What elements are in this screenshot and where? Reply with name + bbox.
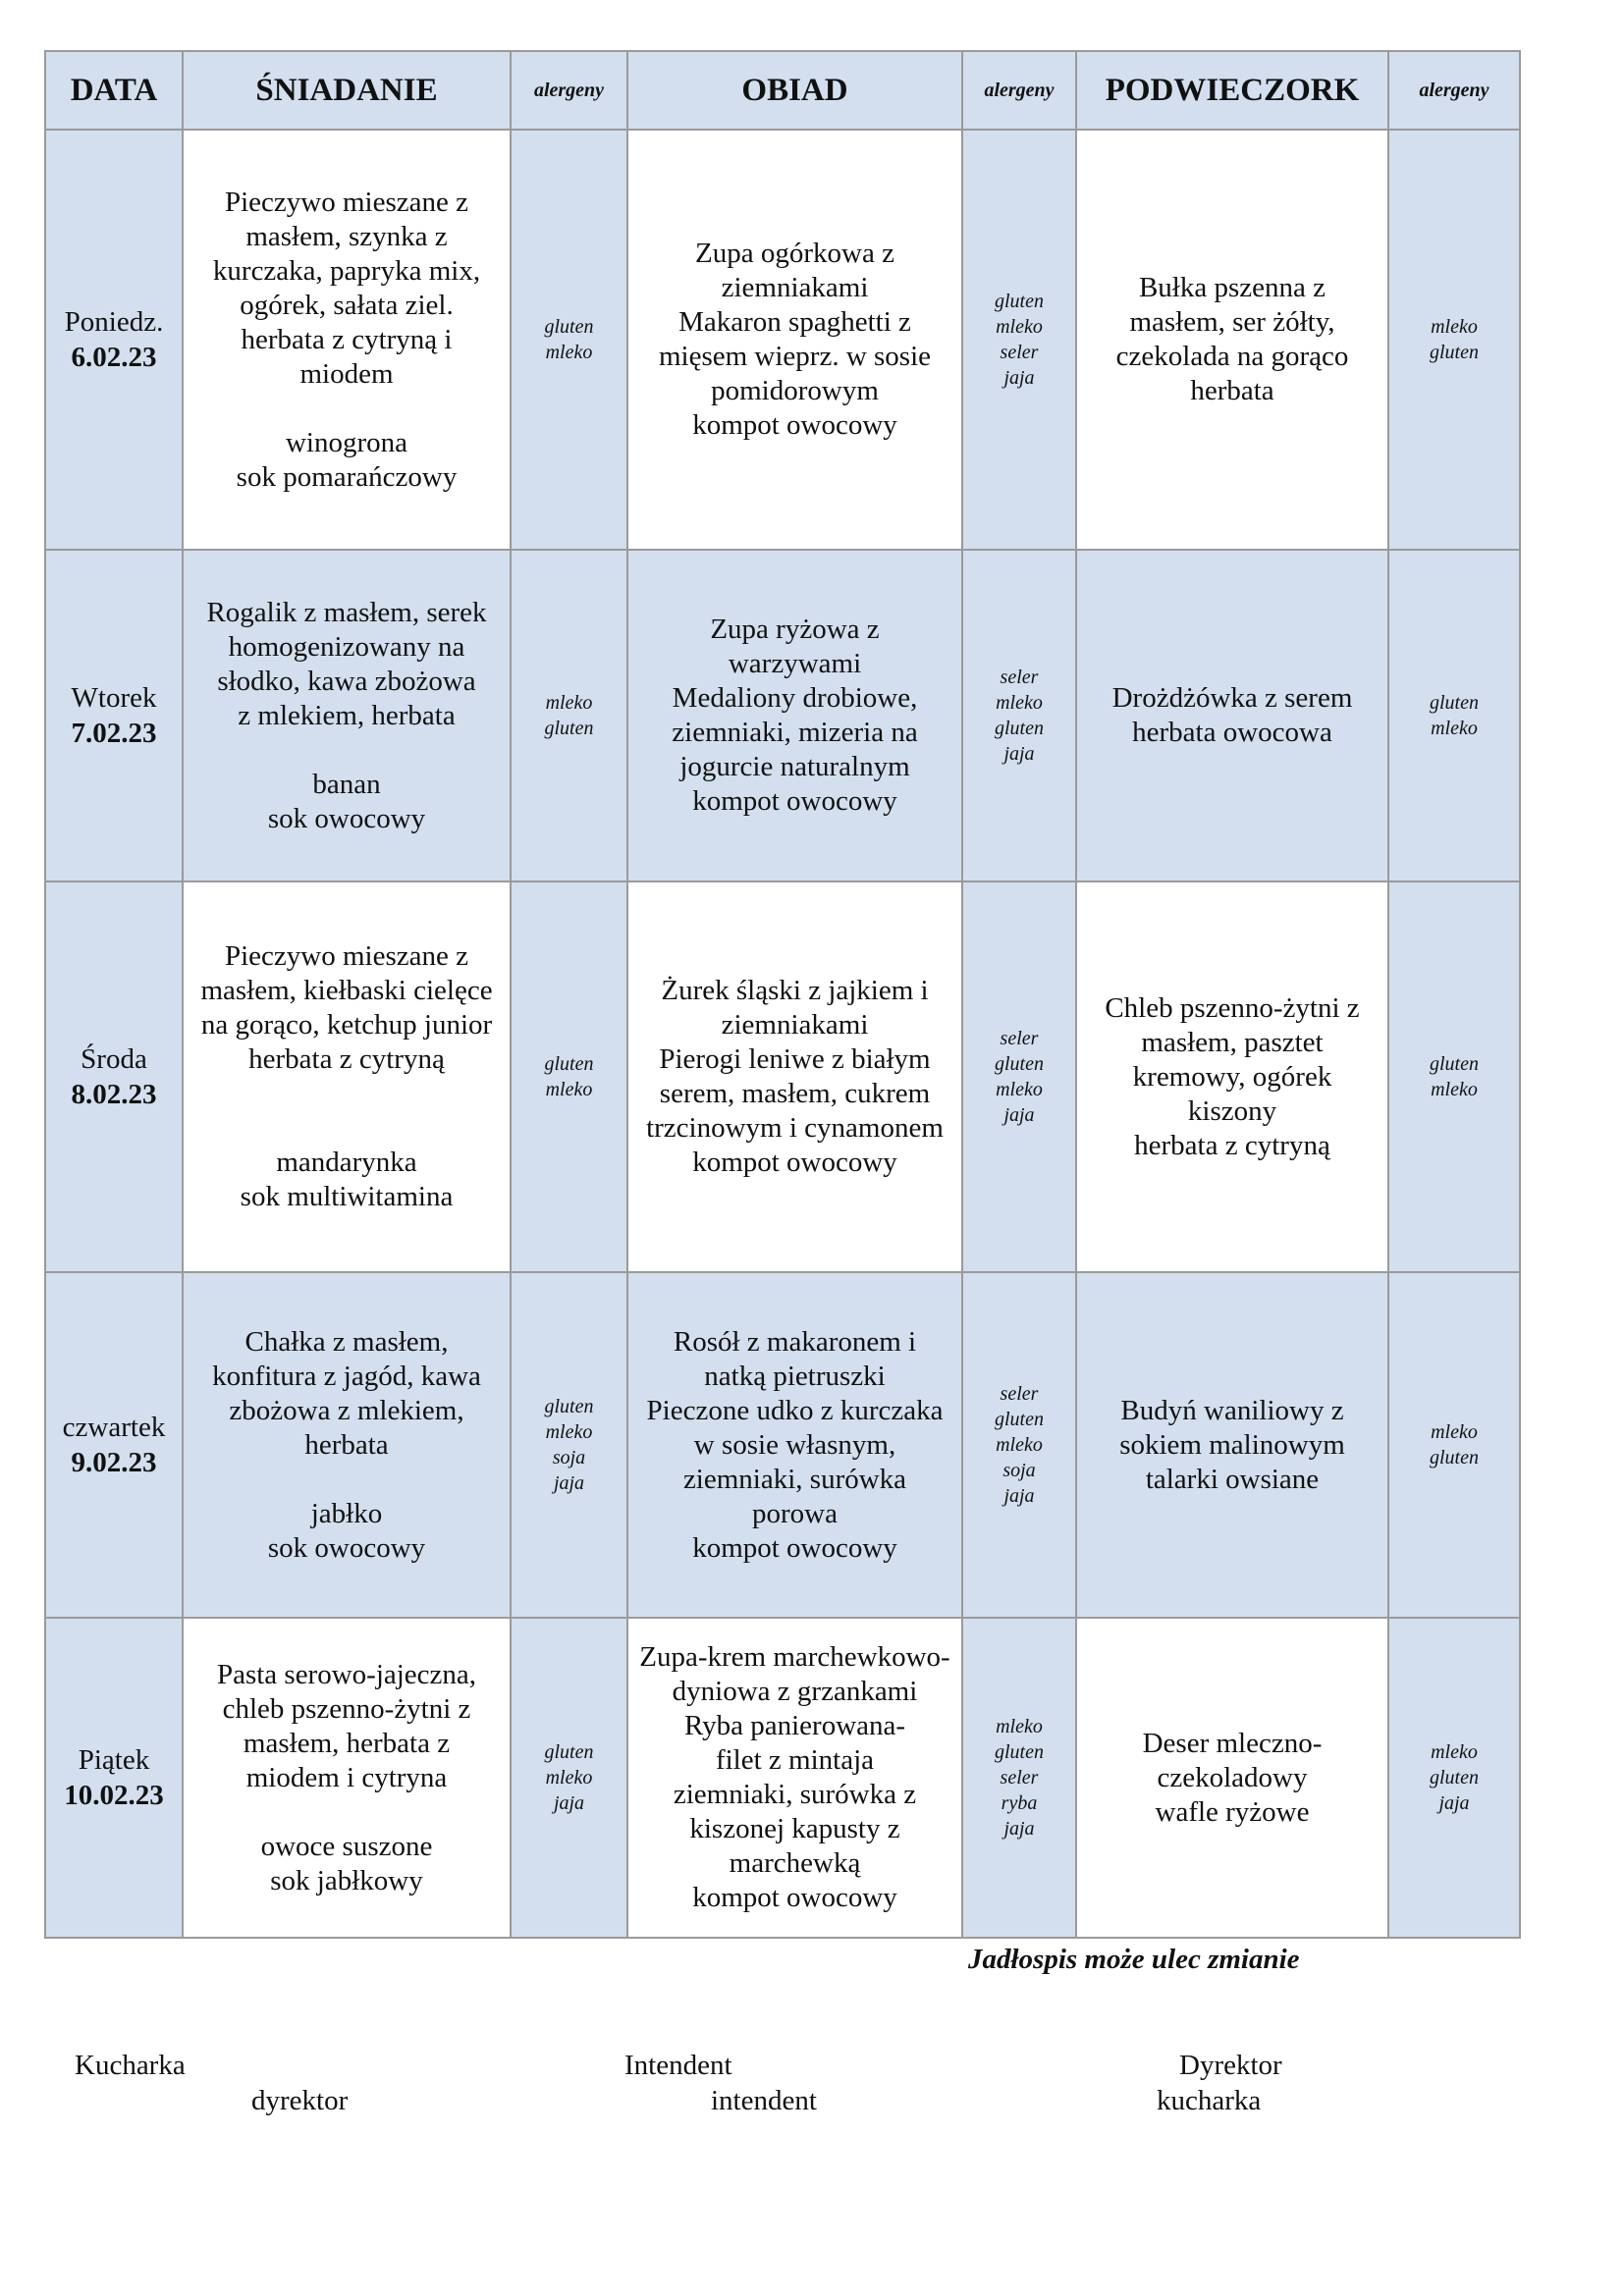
day-date: 7.02.23 — [71, 718, 157, 749]
breakfast-line: ogórek, sałata ziel. — [240, 289, 454, 321]
lunch-line: kompot owocowy — [692, 785, 897, 817]
snack-line: czekoladowy — [1157, 1761, 1308, 1793]
lunch-cell — [627, 1618, 962, 1938]
breakfast-cell — [183, 1272, 511, 1618]
allergen-item: gluten — [1430, 692, 1479, 714]
lunch-line: Pierogi leniwe z białym — [659, 1043, 931, 1075]
allergen-item: jaja — [553, 1472, 585, 1494]
allergen-item: mleko — [1431, 1741, 1478, 1763]
day-name: czwartek — [62, 1412, 166, 1443]
allergen-item: soja — [1002, 1460, 1036, 1481]
allergen-item: mleko — [996, 316, 1043, 338]
allergen-item: jaja — [1003, 1818, 1035, 1840]
breakfast-line: herbata — [304, 1428, 389, 1461]
snack-line: kremowy, ogórek — [1132, 1060, 1332, 1093]
lunch-line: Pieczone udko z kurczaka — [646, 1394, 944, 1426]
allergen-item: seler — [1000, 342, 1039, 363]
col-header-breakfast: ŚNIADANIE — [183, 51, 511, 130]
breakfast-cell — [183, 550, 511, 881]
snack-allergens-cell — [1388, 1272, 1520, 1618]
lunch-line: pomidorowym — [711, 375, 879, 406]
lunch-line: Ryba panierowana- — [683, 1710, 906, 1741]
lunch-line: natką pietruszki — [704, 1360, 886, 1392]
allergen-item: gluten — [544, 1741, 594, 1763]
lunch-line: kompot owocowy — [692, 409, 897, 441]
lunch-line: dyniowa z grzankami — [672, 1676, 918, 1707]
lunch-line: Żurek śląski z jajkiem i — [661, 975, 929, 1006]
lunch-line: ziemniakami — [721, 1009, 869, 1041]
allergen-item: mleko — [996, 692, 1043, 714]
lunch-allergens-cell — [962, 881, 1076, 1272]
snack-allergens-cell — [1388, 881, 1520, 1272]
lunch-line: serem, masłem, cukrem — [659, 1078, 931, 1109]
day-row — [45, 130, 1520, 550]
snack-line: kiszony — [1187, 1095, 1277, 1127]
allergen-item: gluten — [1430, 1767, 1479, 1789]
signature-cook-title: Kucharka — [75, 2050, 186, 2081]
allergen-item: gluten — [544, 718, 594, 739]
col-header-snack: PODWIECZORK — [1076, 51, 1388, 130]
allergen-item: mleko — [996, 1079, 1043, 1100]
lunch-line: Zupa ogórkowa z — [695, 238, 894, 269]
lunch-allergens-cell — [962, 550, 1076, 881]
allergen-item: gluten — [544, 1053, 594, 1075]
allergen-item: gluten — [995, 1053, 1044, 1075]
allergen-item: gluten — [544, 1396, 594, 1417]
breakfast-line: Rogalik z masłem, serek — [206, 596, 487, 628]
breakfast-line: masłem, szynka z — [245, 220, 448, 252]
col-header-allergens: alergeny — [511, 51, 627, 130]
lunch-line: kiszonej kapusty z — [689, 1813, 900, 1844]
snack-line: Deser mleczno- — [1142, 1727, 1323, 1759]
snack-cell — [1076, 130, 1388, 550]
day-row — [45, 1618, 1520, 1938]
menu-change-note: Jadłospis może ulec zmianie — [968, 1944, 1300, 1975]
day-row — [45, 881, 1520, 1272]
allergen-item: mleko — [1431, 1079, 1478, 1100]
allergen-item: seler — [1000, 1767, 1039, 1789]
day-cell — [45, 130, 183, 550]
allergen-item: gluten — [995, 1741, 1044, 1763]
lunch-allergens-cell — [962, 1272, 1076, 1618]
snack-line: Bułka pszenna z — [1138, 272, 1326, 303]
breakfast-line — [188, 392, 506, 426]
breakfast-line: sok owocowy — [267, 802, 426, 834]
day-cell — [45, 550, 183, 881]
signature-director-title: Dyrektor — [1179, 2050, 1282, 2081]
snack-line: Budyń waniliowy z — [1120, 1394, 1344, 1426]
lunch-cell — [627, 881, 962, 1272]
breakfast-allergens-cell — [511, 130, 627, 550]
col-header-allergens: alergeny — [1388, 51, 1520, 130]
allergen-item: jaja — [1003, 367, 1035, 389]
allergen-item: gluten — [995, 1409, 1044, 1430]
breakfast-line: winogrona — [285, 426, 408, 458]
allergen-item: gluten — [1430, 342, 1479, 363]
col-header-allergens: alergeny — [962, 51, 1076, 130]
snack-cell — [1076, 1272, 1388, 1618]
snack-line: czekolada na gorąco — [1115, 341, 1349, 372]
breakfast-line: banan — [312, 768, 381, 800]
allergen-item: jaja — [1003, 1104, 1035, 1126]
breakfast-allergens-cell — [511, 1272, 627, 1618]
lunch-line: porowa — [752, 1497, 838, 1529]
lunch-line: mięsem wieprz. w sosie — [658, 341, 932, 372]
signature-steward-title: Intendent — [624, 2050, 732, 2081]
signature-steward-sub: intendent — [711, 2085, 817, 2116]
breakfast-line: Chałka z masłem, — [244, 1325, 449, 1358]
breakfast-line: Pieczywo mieszane z — [224, 186, 468, 218]
allergen-item: ryba — [1001, 1792, 1038, 1814]
breakfast-line: z mlekiem, herbata — [238, 699, 456, 731]
allergen-item: mleko — [996, 1716, 1043, 1737]
lunch-line: Makaron spaghetti z — [678, 306, 911, 338]
snack-line: talarki owsiane — [1145, 1463, 1320, 1495]
day-cell — [45, 1618, 183, 1938]
allergen-item: mleko — [1431, 316, 1478, 338]
day-name: Środa — [81, 1043, 147, 1075]
col-header-lunch: OBIAD — [627, 51, 962, 130]
allergen-item: seler — [1000, 667, 1039, 688]
allergen-item: mleko — [1431, 1421, 1478, 1443]
day-name: Poniedz. — [64, 306, 164, 338]
breakfast-line: miodem — [299, 357, 394, 390]
lunch-line: marchewką — [729, 1847, 861, 1879]
breakfast-line: konfitura z jagód, kawa — [212, 1360, 481, 1392]
day-date: 9.02.23 — [71, 1447, 157, 1478]
allergen-item: soja — [552, 1447, 586, 1468]
snack-allergens-cell — [1388, 550, 1520, 881]
lunch-line: kompot owocowy — [692, 1147, 897, 1178]
snack-allergens-cell — [1388, 1618, 1520, 1938]
lunch-cell — [627, 550, 962, 881]
snack-line: Drożdżówka z serem — [1111, 682, 1353, 714]
lunch-cell — [627, 1272, 962, 1618]
allergen-item: gluten — [995, 718, 1044, 739]
day-name: Piątek — [78, 1744, 150, 1776]
menu-body — [45, 130, 1520, 1938]
menu-table — [44, 50, 1521, 1939]
breakfast-line: zbożowa z mlekiem, — [229, 1394, 464, 1426]
allergen-item: mleko — [545, 342, 593, 363]
signature-director-sub: kucharka — [1157, 2085, 1262, 2116]
snack-allergens-cell — [1388, 130, 1520, 550]
allergen-item: gluten — [1430, 1053, 1479, 1075]
breakfast-allergens-cell — [511, 550, 627, 881]
allergen-item: mleko — [996, 1434, 1043, 1456]
allergen-item: jaja — [1003, 1485, 1035, 1507]
lunch-line: ziemniakami — [721, 272, 869, 303]
day-name: Wtorek — [71, 682, 157, 714]
allergen-item: mleko — [545, 1079, 593, 1100]
lunch-line: Medaliony drobiowe, — [672, 682, 918, 714]
breakfast-line: miodem i cytryna — [245, 1761, 448, 1793]
snack-line: wafle ryżowe — [1155, 1795, 1310, 1828]
breakfast-line: herbata z cytryną i — [241, 323, 453, 355]
breakfast-allergens-cell — [511, 881, 627, 1272]
allergen-item: gluten — [1430, 1447, 1479, 1468]
lunch-cell — [627, 130, 962, 550]
snack-cell — [1076, 881, 1388, 1272]
lunch-line: ziemniaki, surówka — [682, 1463, 907, 1495]
header-row — [45, 51, 1520, 130]
day-cell — [45, 1272, 183, 1618]
allergen-item: mleko — [1431, 718, 1478, 739]
breakfast-line: kurczaka, papryka mix, — [212, 254, 481, 287]
breakfast-line: jabłko — [310, 1497, 383, 1529]
breakfast-line: słodko, kawa zbożowa — [217, 665, 476, 697]
snack-cell — [1076, 550, 1388, 881]
day-row — [45, 1272, 1520, 1618]
allergen-item: mleko — [545, 1421, 593, 1443]
col-header-date: DATA — [45, 51, 183, 130]
lunch-line: w sosie własnym, — [693, 1428, 896, 1461]
lunch-line: jogurcie naturalnym — [679, 751, 910, 782]
allergen-item: jaja — [553, 1792, 585, 1814]
lunch-line: kompot owocowy — [692, 1531, 897, 1564]
snack-cell — [1076, 1618, 1388, 1938]
allergen-item: mleko — [545, 692, 593, 714]
allergen-item: gluten — [544, 316, 594, 338]
snack-line: herbata z cytryną — [1134, 1129, 1330, 1161]
breakfast-cell — [183, 130, 511, 550]
breakfast-line: chleb pszenno-żytni z — [222, 1692, 471, 1725]
breakfast-line: owoce suszone — [260, 1830, 433, 1862]
breakfast-line: Pasta serowo-jajeczna, — [216, 1658, 477, 1690]
breakfast-line — [188, 1463, 506, 1497]
breakfast-line — [188, 733, 506, 768]
lunch-allergens-cell — [962, 1618, 1076, 1938]
breakfast-line: sok multiwitamina — [240, 1181, 454, 1212]
snack-line: sokiem malinowym — [1119, 1428, 1345, 1461]
breakfast-line: masłem, kiełbaski cielęce — [200, 975, 493, 1006]
allergen-item: seler — [1000, 1383, 1039, 1405]
lunch-line: Rosół z makaronem i — [673, 1325, 917, 1358]
lunch-line: ziemniaki, mizeria na — [672, 717, 918, 748]
breakfast-line: sok pomarańczowy — [236, 460, 458, 493]
lunch-line: filet z mintaja — [715, 1744, 875, 1776]
snack-line: herbata — [1190, 375, 1274, 406]
breakfast-line: Pieczywo mieszane z — [224, 940, 468, 972]
day-date: 8.02.23 — [71, 1079, 157, 1110]
breakfast-line: homogenizowany na — [228, 630, 465, 663]
day-row — [45, 550, 1520, 881]
breakfast-cell — [183, 1618, 511, 1938]
allergen-item: jaja — [1438, 1792, 1470, 1814]
snack-line: masłem, pasztet — [1141, 1026, 1324, 1058]
snack-line: herbata owocowa — [1132, 717, 1332, 748]
day-date: 10.02.23 — [64, 1780, 164, 1811]
allergen-item: jaja — [1003, 743, 1035, 765]
breakfast-allergens-cell — [511, 1618, 627, 1938]
breakfast-cell — [183, 881, 511, 1272]
lunch-line: ziemniaki, surówka z — [673, 1779, 917, 1810]
allergen-item: seler — [1000, 1028, 1039, 1049]
lunch-line: Zupa-krem marchewkowo- — [639, 1641, 950, 1673]
snack-line: masłem, ser żółty, — [1129, 306, 1335, 338]
day-cell — [45, 881, 183, 1272]
breakfast-line: masłem, herbata z — [243, 1727, 451, 1759]
lunch-allergens-cell — [962, 130, 1076, 550]
breakfast-line — [188, 1077, 506, 1111]
lunch-line: kompot owocowy — [692, 1882, 897, 1913]
breakfast-line — [188, 1795, 506, 1830]
day-date: 6.02.23 — [71, 342, 157, 373]
signature-cook-sub: dyrektor — [251, 2085, 349, 2116]
lunch-line: warzywami — [728, 648, 862, 679]
lunch-line: Zupa ryżowa z — [710, 614, 880, 645]
breakfast-line: sok jabłkowy — [270, 1864, 423, 1896]
snack-line: Chleb pszenno-żytni z — [1105, 991, 1360, 1024]
allergen-item: gluten — [995, 291, 1044, 312]
lunch-line: trzcinowym i cynamonem — [646, 1112, 944, 1144]
breakfast-line: sok owocowy — [267, 1531, 426, 1564]
breakfast-line — [188, 1111, 506, 1146]
breakfast-line: herbata z cytryną — [248, 1043, 445, 1075]
breakfast-line: mandarynka — [276, 1147, 417, 1178]
breakfast-line: na gorąco, ketchup junior — [200, 1009, 493, 1041]
allergen-item: mleko — [545, 1767, 593, 1789]
